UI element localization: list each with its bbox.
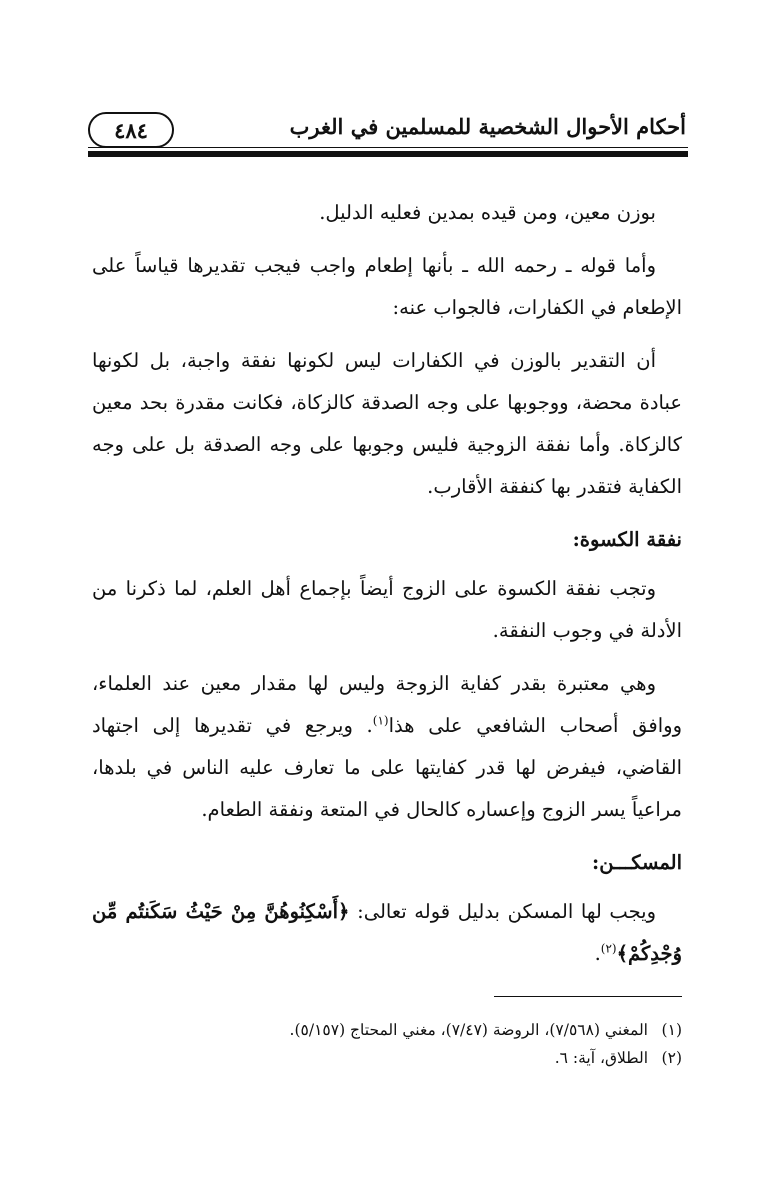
page-number: ٤٨٤: [88, 112, 174, 148]
footnote-1: [92, 1016, 682, 1044]
paragraph-6: [92, 891, 682, 975]
page-header: [88, 112, 688, 156]
quran-quote: ﴿أَسْكِنُوهُنَّ مِنْ حَيْثُ سَكَنتُم مِّن وُجْدِكُمْ﴾: [92, 900, 682, 965]
footnote-text: المغني (٧/٥٦٨)، الروضة (٧/٤٧)، مغني المحتاج (٥/١٥٧).: [289, 1021, 648, 1039]
body-text: [92, 192, 682, 975]
heading-clothing-maintenance: نفقة الكسوة:: [572, 528, 682, 551]
paragraph-1: بوزن معين، ومن قيده بمدين فعليه الدليل.: [319, 201, 656, 224]
paragraph-4: وتجب نفقة الكسوة على الزوج أيضاً بإجماع أهل العلم، لما ذكرنا من الأدلة في وجوب النفقة.: [92, 577, 682, 642]
footnote-separator: [494, 996, 682, 997]
paragraph-5-part-b: . ويرجع في تقديرها إلى اجتهاد القاضي، فيفرض لها قدر كفايتها على ما تعارف عليه الناس في بلدها، مراعياً يسر الزوج وإعساره كالحال في المتعة ونفقة الطعام.: [92, 714, 682, 821]
footnote-ref-1[interactable]: (١): [372, 713, 389, 728]
paragraph-5: [92, 663, 682, 831]
running-title: أحكام الأحوال الشخصية للمسلمين في الغرب: [289, 114, 686, 139]
footnote-2: [92, 1044, 682, 1072]
header-rule-thick: [88, 151, 688, 157]
heading-dwelling: المسكـــن:: [592, 851, 682, 874]
paragraph-6-part-a: ويجب لها المسكن بدليل قوله تعالى:: [349, 900, 656, 923]
paragraph-3: أن التقدير بالوزن في الكفارات ليس لكونها نفقة واجبة، بل لكونها عبادة محضة، ووجوبها على وجه الصدقة كالزكاة، فكانت مقدرة بحد معين كالزكاة. وأما نفقة الزوجية فليس وجوبها على وجه الصدقة بل على وجه الكفاية فتقدر بها كنفقة الأقارب.: [92, 349, 682, 498]
footnotes: [92, 1016, 682, 1072]
header-rule-thin: [88, 147, 688, 148]
footnote-text: الطلاق، آية: ٦.: [554, 1049, 648, 1067]
paragraph-2: وأما قوله ـ رحمه الله ـ بأنها إطعام واجب فيجب تقديرها قياساً على الإطعام في الكفارات، فالجواب عنه:: [92, 254, 682, 319]
footnote-number: (٢): [661, 1049, 682, 1067]
paragraph-6-part-b: .: [594, 942, 601, 965]
footnote-ref-2[interactable]: (٢): [600, 941, 617, 956]
paragraph-5-part-a: وهي معتبرة بقدر كفاية الزوجة وليس لها مقدار معين عند العلماء، ووافق أصحاب الشافعي على هذا: [92, 672, 682, 737]
footnote-number: (١): [661, 1021, 682, 1039]
